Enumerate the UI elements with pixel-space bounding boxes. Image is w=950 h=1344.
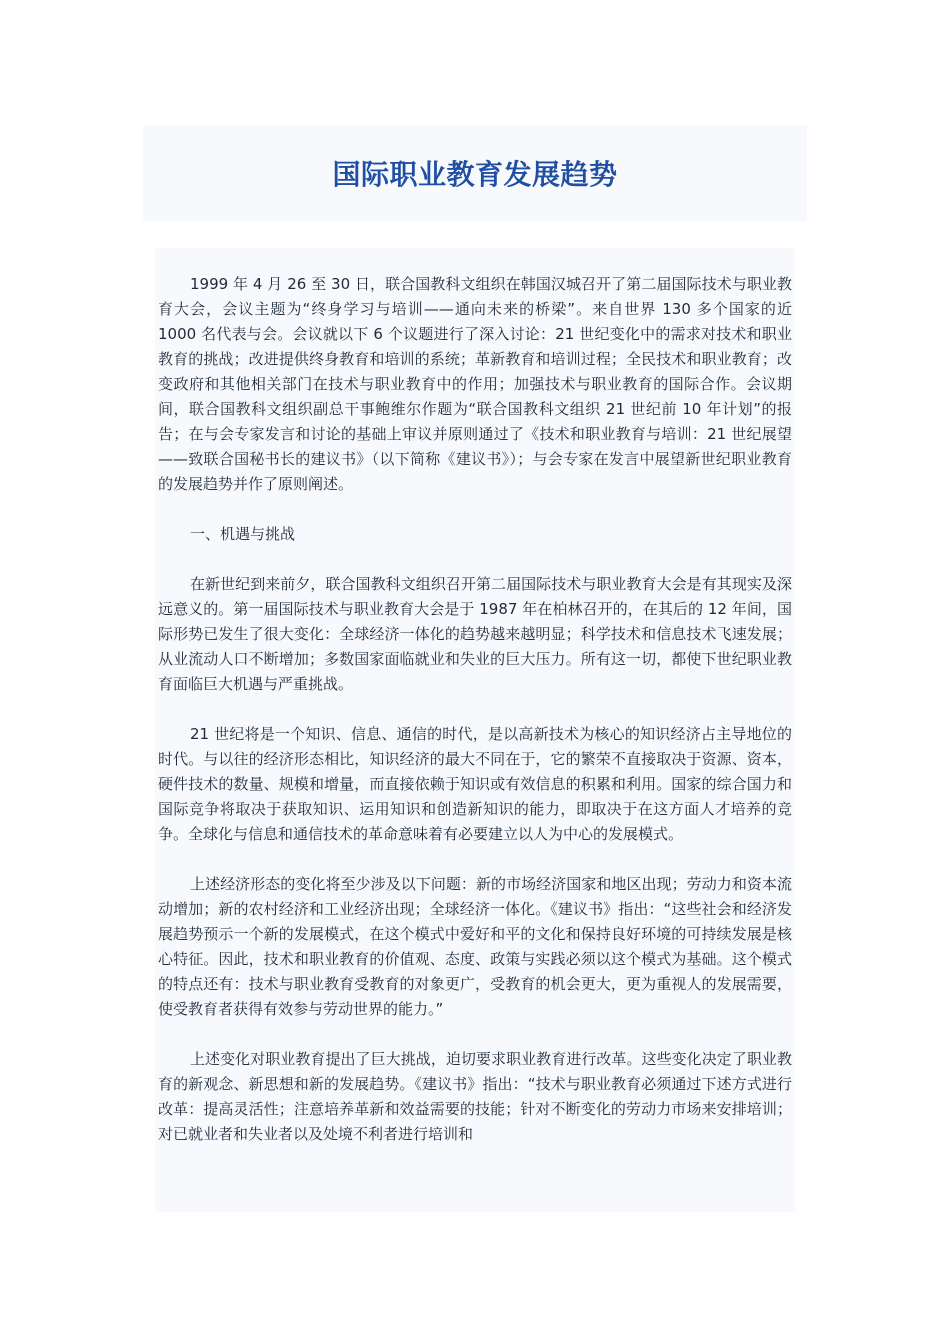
paragraph: 上述经济形态的变化将至少涉及以下问题：新的市场经济国家和地区出现；劳动力和资本流动增加；新的农村经济和工业经济出现；全球经济一体化。《建议书》指出：“这些社会和经济发展趋势预示一个新的发展模式，在这个模式中爱好和平的文化和保持良好环境的可持续发展是核心特征。因此，技术和职业教育的价值观、态度、政策与实践必须以这个模式为基础。这个模式的特点还有：技术与职业教育受教育的对象更广，受教育的机会更大，更为重视人的发展需要，使受教育者获得有效参与劳动世界的能力。” [158, 875, 792, 1018]
paragraph: 21 世纪将是一个知识、信息、通信的时代，是以高新技术为核心的知识经济占主导地位的时代。与以往的经济形态相比，知识经济的最大不同在于，它的繁荣不直接取决于资源、资本，硬件技术的数量、规模和增量，而直接依赖于知识或有效信息的积累和利用。国家的综合国力和国际竞争将取决于获取知识、运用知识和创造新知识的能力，即取决于在这方面人才培养的竞争。全球化与信息和通信技术的革命意味着有必要建立以人为中心的发展模式。 [158, 725, 792, 843]
paragraph: 上述变化对职业教育提出了巨大挑战，迫切要求职业教育进行改革。这些变化决定了职业教育的新观念、新思想和新的发展趋势。《建议书》指出：“技术与职业教育必须通过下述方式进行改革：提高灵活性；注意培养革新和效益需要的技能；针对不断变化的劳动力市场来安排培训；对已就业者和失业者以及处境不利者进行培训和 [158, 1050, 792, 1143]
article-content [158, 272, 792, 1172]
section-heading: 一、机遇与挑战 [190, 525, 296, 543]
page-title: 国际职业教育发展趋势 [332, 158, 618, 191]
paragraph-intro: 1999 年 4 月 26 至 30 日，联合国教科文组织在韩国汉城召开了第二届国际技术与职业教育大会，会议主题为“终身学习与培训——通向未来的桥梁”。来自世界 130 多个国家的近 1000 名代表与会。会议就以下 6 个议题进行了深入讨论：21 世纪变化中的需求对技术和职业教育的挑战；改进提供终身教育和培训的系统；革新教育和培训过程；全民技术和职业教育；改变政府和其他相关部门在技术与职业教育中的作用；加强技术与职业教育的国际合作。会议期间，联合国教科文组织副总干事鲍维尔作题为“联合国教科文组织 21 世纪前 10 年计划”的报告；在与会专家发言和讨论的基础上审议并原则通过了《技术和职业教育与培训：21 世纪展望——致联合国秘书长的建议书》（以下简称《建议书》）；与会专家在发言中展望新世纪职业教育的发展趋势并作了原则阐述。 [158, 275, 792, 493]
article-body [155, 248, 795, 1212]
paragraph: 在新世纪到来前夕，联合国教科文组织召开第二届国际技术与职业教育大会是有其现实及深远意义的。第一届国际技术与职业教育大会是于 1987 年在柏林召开的，在其后的 12 年间，国际形势已发生了很大变化：全球经济一体化的趋势越来越明显；科学技术和信息技术飞速发展；从业流动人口不断增加；多数国家面临就业和失业的巨大压力。所有这一切，都使下世纪职业教育面临巨大机遇与严重挑战。 [158, 575, 792, 693]
title-banner [143, 125, 807, 221]
